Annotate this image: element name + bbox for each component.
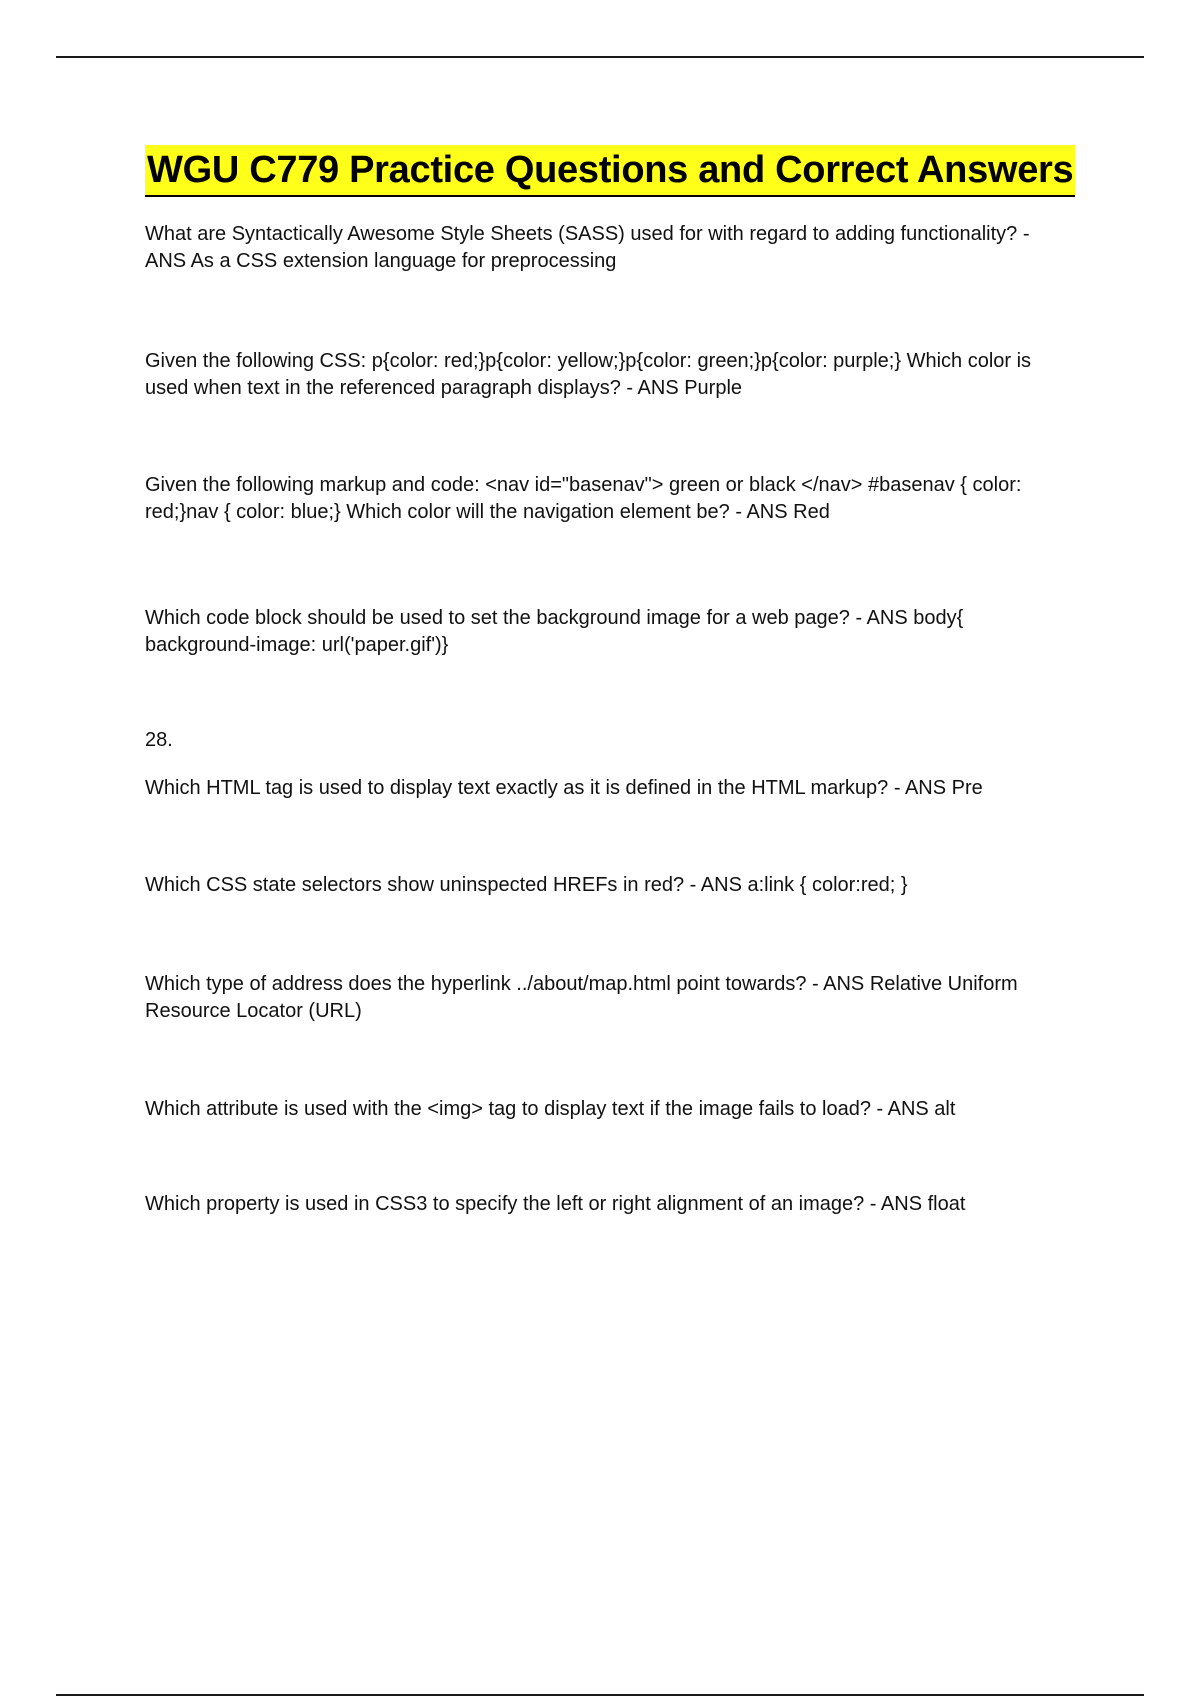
qa-item-sass: What are Syntactically Awesome Style Sheets (SASS) used for with regard to adding functionality? - ANS As a CSS extension language for preprocessing [145, 223, 1030, 272]
qa-item-css-color: Given the following CSS: p{color: red;}p{color: yellow;}p{color: green;}p{color: purple;} Which color is used when text in the referenced paragraph displays? - ANS Purple [145, 350, 1032, 399]
qa-item-relative-url: Which type of address does the hyperlink ../about/map.html point towards? - ANS Relative Uniform Resource Locator (URL) [145, 973, 1018, 1022]
qa-item-nav-color: Given the following markup and code: <nav id="basenav"> green or black </nav> #basenav { color: red;}nav { color: blue;} Which color will the navigation element be? - ANS Red [145, 474, 1022, 523]
document-title: WGU C779 Practice Questions and Correct Answers [145, 145, 1075, 197]
qa-item-background-image: Which code block should be used to set the background image for a web page? - ANS body{ background-image: url('paper.gif')} [145, 607, 964, 656]
bottom-rule [56, 1694, 1144, 1696]
qa-item-link-selector: Which CSS state selectors show uninspected HREFs in red? - ANS a:link { color:red; } [145, 874, 908, 896]
top-rule [56, 56, 1144, 58]
qa-item-pre-tag: Which HTML tag is used to display text exactly as it is defined in the HTML markup? - ANS Pre [145, 777, 983, 799]
document-body [145, 145, 1095, 1215]
qa-item-number: 28. [145, 729, 173, 751]
qa-item-float: Which property is used in CSS3 to specify the left or right alignment of an image? - ANS float [145, 1193, 966, 1215]
qa-item-alt-attribute: Which attribute is used with the <img> tag to display text if the image fails to load? - ANS alt [145, 1098, 956, 1120]
